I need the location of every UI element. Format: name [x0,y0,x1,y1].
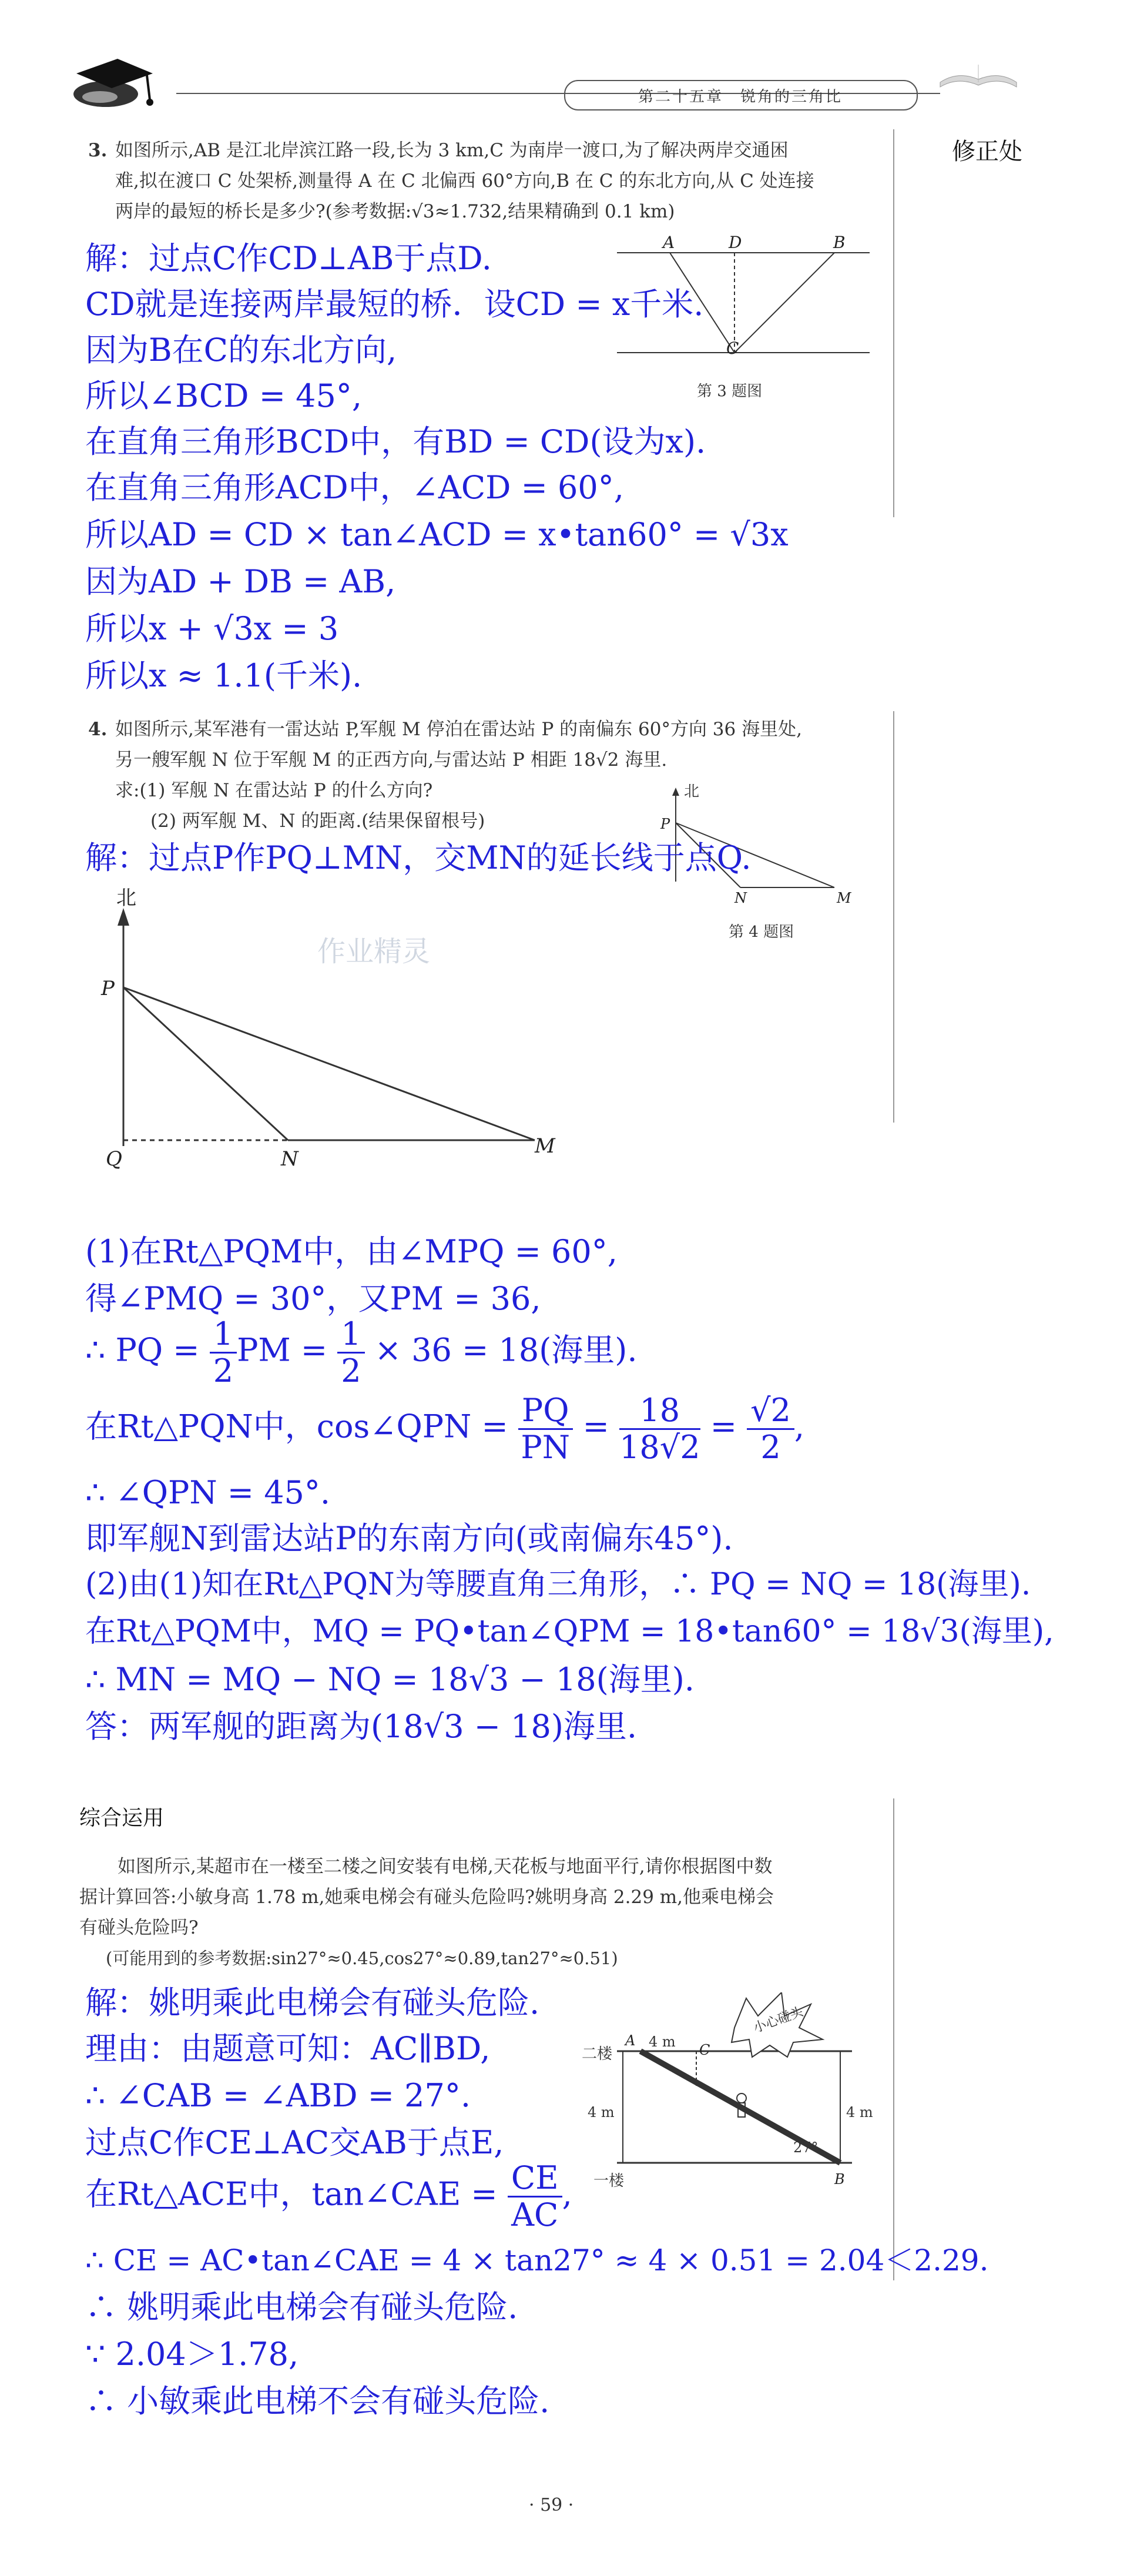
q4-label-n: N [281,1147,298,1171]
q4-solution-line-cos: 在Rt△PQN中，cos∠QPN = $\frac{PQ}{PN}$ = $\frac{18}{18√2}$ = $\frac{√2}{2}$ , [85,1392,805,1466]
q4-small-label-m: M [837,890,851,906]
q4-solution-line: 在Rt△PQM中，MQ = PQ•tan∠QPM = 18•tan60° = 18√3(海里), [85,1614,1054,1649]
q3-solution-line: 在直角三角形ACD中，∠ACD = 60°, [85,469,624,506]
q4-solution-line: 答：两军舰的距离为(18√3 − 18)海里. [85,1708,638,1745]
esc-label-angle: 27° [793,2139,819,2156]
comp-solution-line: ∴ CE = AC•tan∠CAE = 4 × tan27° ≈ 4 × 0.51 = 2.04＜2.29. [85,2243,989,2277]
q4-solution-intro: 解：过点P作PQ⊥MN，交MN的延长线于点Q. [85,839,752,876]
comp-solution-line: 过点C作CE⊥AC交AB于点E, [85,2124,504,2161]
comp-solution-line: ∴ ∠CAB = ∠ABD = 27°. [85,2077,471,2114]
esc-label-c: C [699,2042,710,2058]
q3-label-c: C [726,339,739,358]
esc-label-b: B [834,2171,845,2188]
q4-small-label-p: P [660,816,670,832]
q4-solution-line: ∴ ∠QPN = 45°. [85,1474,331,1511]
q4-solution-line: ∴ MN = MQ − NQ = 18√3 − 18(海里). [85,1661,695,1698]
q3-line-bc [734,253,834,353]
q3-solution-line: 所以x + √3x = 3 [85,610,339,647]
margin-rule-top [893,129,894,517]
comp-solution-line: ∵ 2.04＞1.78, [85,2336,299,2373]
q3-solution-line: 在直角三角形BCD中，有BD = CD(设为x). [85,423,706,460]
fraction: $\frac{18}{18√2}$ [619,1392,700,1466]
q4-number: 4. [88,719,108,740]
esc-label-a: A [625,2032,636,2049]
comp-solution-line: ∴ 小敏乘此电梯不会有碰头危险. [85,2383,550,2420]
q3-number: 3. [88,140,108,161]
comp-text-line-1: 如图所示,某超市在一楼至二楼之间安装有电梯,天花板与地面平行,请你根据图中数 [118,1856,773,1877]
q4-small-label-n: N [734,890,747,906]
q3-text-line-2: 难,拟在渡口 C 处架桥,测量得 A 在 C 北偏西 60°方向,B 在 C 的东北方向,从 C 处连接 [115,170,814,192]
q3-solution-line: 所以x ≈ 1.1(千米). [85,657,363,694]
q4-text-line-4: (2) 两军舰 M、N 的距离.(结果保留根号) [150,810,485,832]
q3-label-d: D [729,233,742,252]
esc-label-floor2: 二楼 [582,2045,613,2063]
chapter-title: 第二十五章 锐角的三角比 [638,88,843,106]
esc-label-dist: 4 m [649,2034,676,2050]
q4-label-q: Q [106,1147,122,1171]
fraction: $\frac{CE}{AC}$ [508,2160,562,2233]
esc-label-warning: 小心碰头 [752,2004,806,2036]
comp-solution-line: 解：姚明乘此电梯会有碰头危险. [85,1984,540,2021]
fraction: $\frac{PQ}{PN}$ [518,1393,573,1465]
header-book-decoration [934,53,1022,94]
q3-solution-line: 所以∠BCD = 45°, [85,377,362,414]
q3-solution-line: 因为AD + DB = AB, [85,563,396,600]
q3-solution-line: CD就是连接两岸最短的桥．设CD = x千米. [85,286,704,323]
fraction: $\frac{√2}{2}$ [747,1393,794,1465]
escalator-figure [605,1992,864,2186]
q3-label-b: B [833,233,846,252]
q4-label-north: 北 [116,886,136,910]
q4-text-line-2: 另一艘军舰 N 位于军舰 M 的正西方向,与雷达站 P 相距 18√2 海里. [115,749,668,771]
comp-solution-line-tan: 在Rt△ACE中，tan∠CAE = $\frac{CE}{AC}$ , [85,2159,572,2233]
open-book-icon [934,53,1022,94]
q4-small-label-north: 北 [684,783,700,800]
q4-label-p: P [101,977,115,1000]
comp-text-line-4: (可能用到的参考数据:sin27°≈0.45,cos27°≈0.89,tan27°≈0.51) [106,1948,618,1968]
margin-rule-comp [893,1798,894,2280]
q3-text-line-1: 如图所示,AB 是江北岸滨江路一段,长为 3 km,C 为南岸一渡口,为了解决两岸交通困 [115,140,789,161]
q4-solution-line: (2)由(1)知在Rt△PQN为等腰直角三角形，∴ PQ = NQ = 18(海里). [85,1567,1031,1602]
fraction: $\frac{1}{2}$ [210,1317,237,1389]
page-number: · 59 · [529,2495,574,2515]
esc-label-height-left: 4 m [588,2104,615,2121]
q4-solution-line: 得∠PMQ = 30°，又PM = 36, [85,1280,541,1317]
q4-solution-line-fraction: ∴ PQ = $\frac{1}{2}$ PM = $\frac{1}{2}$ × 36 = 18(海里). [85,1315,638,1389]
comp-solution-line: ∴ 姚明乘此电梯会有碰头危险. [85,2289,518,2326]
q4-label-m: M [535,1134,555,1158]
q4-text-line-3: 求:(1) 军舰 N 在雷达站 P 的什么方向? [115,780,433,801]
comp-solution-line: 理由：由题意可知：AC∥BD, [85,2030,491,2067]
q3-solution-line: 所以AD = CD × tan∠ACD = x•tan60° = √3x [85,516,789,553]
q4-solution-line: (1)在Rt△PQM中，由∠MPQ = 60°, [85,1233,618,1270]
section-title: 综合运用 [79,1806,165,1830]
q4-solution-line: 即军舰N到雷达站P的东南方向(或南偏东45°). [85,1520,733,1557]
comp-text-line-2: 据计算回答:小敏身高 1.78 m,她乘电梯会有碰头危险吗?姚明身高 2.29 m,他乘电梯会 [79,1887,774,1908]
esc-label-height-right: 4 m [846,2104,873,2121]
comp-text-line-3: 有碰头危险吗? [79,1917,199,1938]
watermark: 作业精灵 [317,935,431,968]
q3-solution-line: 解：过点C作CD⊥AB于点D. [85,240,492,277]
margin-rule-q4 [893,711,894,1123]
q3-label-a: A [663,233,675,252]
q3-figure-caption: 第 3 题图 [697,383,763,400]
q3-solution-line: 因为B在C的东北方向, [85,331,397,369]
q4-text-line-1: 如图所示,某军港有一雷达站 P,军舰 M 停泊在雷达站 P 的南偏东 60°方向 36 海里处, [115,719,802,740]
header-logo [65,41,159,112]
q3-text-line-3: 两岸的最短的桥长是多少?(参考数据:√3≈1.732,结果精确到 0.1 km) [115,201,675,222]
esc-label-floor1: 一楼 [593,2172,625,2190]
graduation-cap-icon [65,41,159,112]
fraction: $\frac{1}{2}$ [337,1317,364,1389]
q4-figure-caption: 第 4 题图 [729,923,794,941]
side-note-label: 修正处 [952,138,1022,165]
